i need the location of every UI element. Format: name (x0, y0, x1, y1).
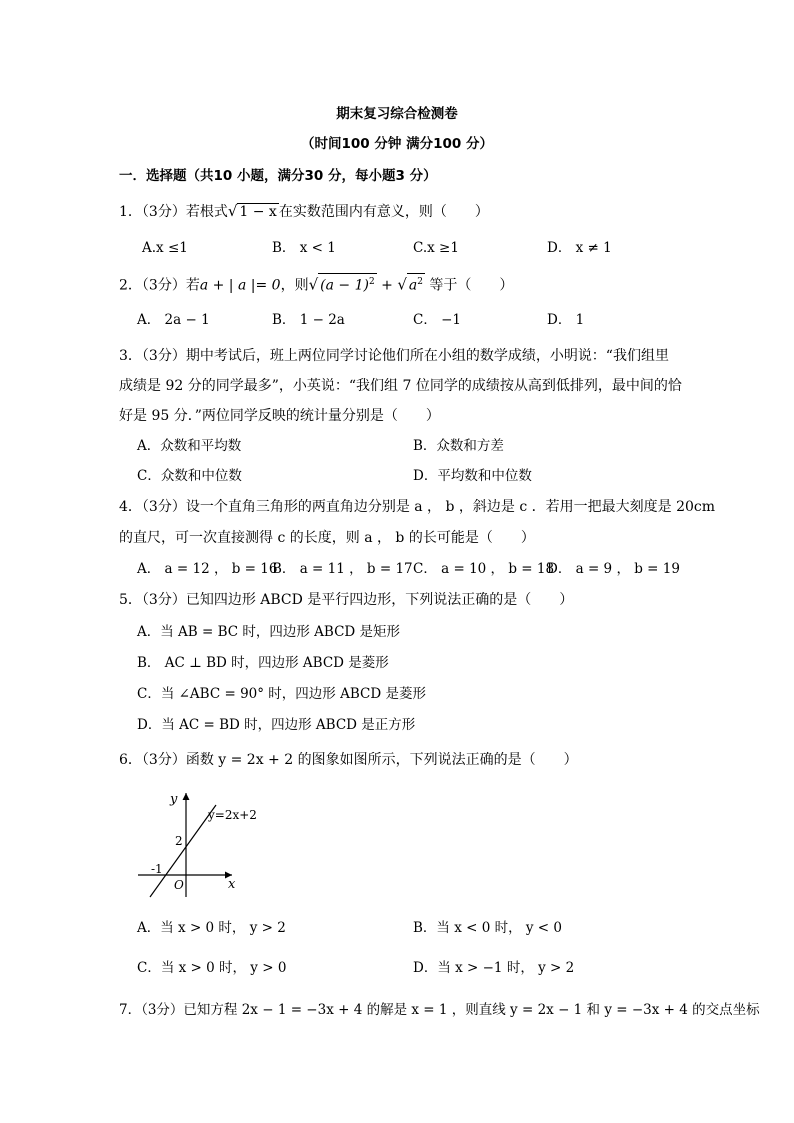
q6-option-b: B．当 x < 0 时， y < 0 (413, 920, 563, 936)
q3-option-c: C．众数和中位数 (137, 468, 242, 484)
q1-stem-post: 在实数范围内有意义，则（ ） (278, 204, 489, 220)
sqrt-sign: √ (397, 275, 407, 294)
q2-option-c: C． −1 (413, 312, 462, 328)
q2-stem-pre: 2．（3分）若 (119, 277, 200, 294)
q6-option-c: C．当 x > 0 时， y > 0 (137, 960, 287, 976)
x-intercept-label: -1 (151, 862, 163, 876)
q1-stem-pre: 1．（3分）若根式 (119, 204, 228, 220)
q2-option-b: B． 1 − 2a (272, 312, 345, 328)
q2-radicand-1: $(a - 1)^2$ (318, 273, 377, 294)
section-heading: 一．选择题（共10 小题，满分30 分，每小题3 分） (119, 168, 437, 184)
x-axis-label: x (228, 877, 236, 892)
q1-option-b: B． x < 1 (272, 240, 336, 256)
y-axis-label: y (170, 792, 178, 807)
q1-radicand: 1 − x (239, 204, 277, 220)
sqrt-sign: √ (308, 275, 319, 294)
question-2 (119, 273, 513, 296)
question-7-line-1: 7．（3分）已知方程 2x − 1 = −3x + 4 的解是 x = 1 ，则直线 y = 2x − 1 和 y = −3x + 4 的交点坐标 (119, 1002, 760, 1018)
q5-option-d: D．当 AC = BD 时，四边形 ABCD 是正方形 (137, 717, 416, 733)
q4-option-b: B． a = 11 ， b = 17 (272, 561, 413, 577)
q3-option-d: D．平均数和中位数 (413, 468, 532, 484)
line-equation-label: y=2x+2 (208, 808, 257, 822)
question-3-line-3: 好是 95 分．”两位同学反映的统计量分别是（ ） (119, 408, 440, 424)
q2-plus: + (376, 277, 398, 294)
question-3-line-1: 3．（3分）期中考试后，班上两位同学讨论他们所在小组的数学成绩，小明说：“我们组里 (119, 348, 669, 364)
question-3-line-2: 成绩是 92 分的同学最多”，小英说：“我们组 7 位同学的成绩按从高到低排列，最中间的恰 (119, 378, 682, 394)
question-1 (119, 201, 489, 222)
q2-condition: a + | a |= 0 (199, 277, 281, 294)
q2-option-a: A． 2a − 1 (137, 312, 210, 328)
q6-option-a: A．当 x > 0 时， y > 2 (137, 920, 286, 936)
q2-stem-post: 等于（ ） (424, 277, 514, 294)
q5-option-b: B． AC ⊥ BD 时，四边形 ABCD 是菱形 (137, 655, 389, 671)
q6-function-graph (130, 785, 270, 905)
q4-option-a: A． a = 12 ， b = 16 (137, 561, 278, 577)
question-4-line-2: 的直尺，可一次直接测得 c 的长度，则 a ， b 的长可能是（ ） (119, 530, 535, 546)
exam-title: 期末复习综合检测卷 (336, 106, 458, 122)
q5-option-a: A．当 AB = BC 时，四边形 ABCD 是矩形 (137, 624, 401, 640)
q5-option-c: C．当 ∠ABC = 90° 时，四边形 ABCD 是菱形 (137, 686, 426, 702)
question-5: 5．（3分）已知四边形 ABCD 是平行四边形，下列说法正确的是（ ） (119, 592, 574, 608)
sqrt-sign: √ (227, 202, 238, 220)
q2-radicand-2: $a^2$ (407, 273, 425, 294)
q1-option-c: C.x ≥1 (413, 240, 459, 256)
q3-option-b: B．众数和方差 (413, 438, 504, 454)
y-intercept-label: 2 (175, 834, 183, 848)
question-6: 6．（3分）函数 y = 2x + 2 的图象如图所示，下列说法正确的是（ ） (119, 752, 578, 768)
q4-option-d: D． a = 9 ， b = 19 (547, 561, 680, 577)
exam-subtitle: （时间100 分钟 满分100 分） (301, 136, 493, 152)
q2-option-d: D． 1 (547, 312, 585, 328)
q1-option-a: A.x ≤1 (142, 240, 188, 256)
q6-option-d: D．当 x > −1 时， y > 2 (413, 960, 575, 976)
q1-option-d: D． x ≠ 1 (547, 240, 612, 256)
q2-stem-mid: ，则 (280, 277, 309, 294)
q3-option-a: A．众数和平均数 (137, 438, 242, 454)
origin-label: O (174, 878, 184, 892)
q4-option-c: C． a = 10 ， b = 18 (413, 561, 555, 577)
question-4-line-1: 4．（3分）设一个直角三角形的两直角边分别是 a ， b ，斜边是 c ．若用一把最大刻度是 20cm (119, 499, 716, 515)
